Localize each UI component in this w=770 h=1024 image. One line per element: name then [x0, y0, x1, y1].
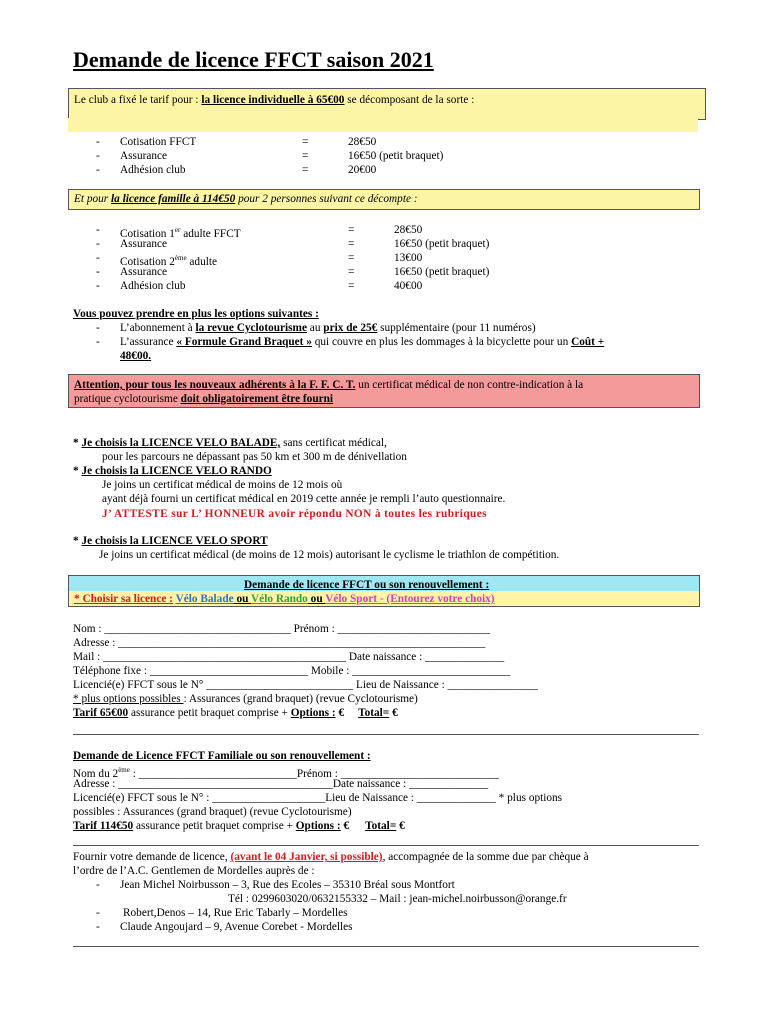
divider — [73, 734, 699, 735]
footer-line1: Fournir votre demande de licence, (avant le 04 Janvier, si possible), accompagnée de la somme due par chèque à — [73, 851, 589, 863]
field-telephone[interactable]: Téléphone fixe : ____________________________ Mobile : ____________________________ — [73, 665, 511, 677]
choix-rando: * Je choisis la LICENCE VELO RANDO — [73, 465, 272, 477]
contact-denos: Robert,Denos – 14, Rue Eric Tabarly – Mordelles — [123, 907, 348, 919]
options-possibles: * plus options possibles : Assurances (grand braquet) (revue Cyclotourisme) — [73, 693, 418, 705]
list-item-value: 16€50 (petit braquet) — [348, 150, 444, 162]
choix-rando-desc2: ayant déjà fourni un certificat médical en 2019 cette année je rempli l’auto questionnaire. — [102, 493, 506, 505]
page-title: Demande de licence FFCT saison 2021 — [73, 47, 434, 72]
tarif-individuel-total: Tarif 65€00 assurance petit braquet comprise + Options : € Total= € — [73, 707, 398, 719]
choix-sport-desc: Je joins un certificat médical (de moins de 12 mois) autorisant le cyclisme le triathlon de compétition. — [99, 549, 560, 561]
choose-label: * Choisir sa licence : — [74, 593, 173, 605]
field-licence-numero[interactable]: Licencié(e) FFCT sous le N° __________________________ Lieu de Naissance : ________________ — [73, 679, 538, 691]
option-grand-braquet: L’assurance « Formule Grand Braquet » qui couvre en plus les dommages à la bicyclette pour un Coût + — [120, 336, 605, 348]
field-nom-prenom[interactable]: Nom : _________________________________ Prénom : ___________________________ — [73, 623, 491, 635]
footer-line2: l’ordre de l’A.C. Gentlemen de Mordelles auprès de : — [73, 865, 315, 877]
divider — [73, 946, 699, 947]
tarif-famille-text: Et pour la licence famille à 114€50 pour 2 personnes suivant ce décompte : — [74, 193, 418, 205]
list-item-label: Cotisation FFCT — [120, 136, 197, 148]
attention-line1: Attention, pour tous les nouveaux adhérents à la F. F. C. T. un certificat médical de non contre-indication à la — [74, 379, 584, 391]
licence-choice: * Choisir sa licence : Vélo Balade ou Vélo Rando ou Vélo Sport - (Entourez votre choix) — [74, 593, 495, 605]
list-item-value: 16€50 (petit braquet) — [394, 266, 490, 278]
field-nom-2eme[interactable]: Nom du 2ème : ____________________________Prénom : ____________________________ — [73, 766, 499, 780]
contact-noirbusson: Jean Michel Noirbusson – 3, Rue des Ecoles – 35310 Bréal sous Montfort — [120, 879, 455, 891]
list-item-label: Assurance — [120, 266, 168, 278]
tarif-famille-highlight: la licence famille à 114€50 — [111, 193, 236, 205]
choix-balade-desc: pour les parcours ne dépassant pas 50 km et 300 m de dénivellation — [102, 451, 407, 463]
tarif-individuel-highlight: la licence individuelle à 65€00 — [201, 94, 345, 106]
divider — [73, 845, 699, 846]
list-item-label: Adhésion club — [120, 164, 186, 176]
tarif-individuel-text: Le club a fixé le tarif pour : la licence individuelle à 65€00 se décomposant de la sorte : — [74, 94, 475, 106]
list-item-label: Cotisation 1er adulte FFCT — [120, 226, 241, 240]
list-item-value: 13€00 — [394, 252, 423, 264]
list-item-value: 16€50 (petit braquet) — [394, 238, 490, 250]
list-item-value: 20€00 — [348, 164, 377, 176]
contact-noirbusson-tel-mail: Tél : 0299603020/0632155332 – Mail : jean-michel.noirbusson@orange.fr — [228, 893, 567, 905]
option-revue: L’abonnement à la revue Cyclotourisme au prix de 25€ supplémentaire (pour 11 numéros) — [120, 322, 536, 334]
list-item-label: Adhésion club — [120, 280, 186, 292]
list-item-label: Cotisation 2ème adulte — [120, 254, 218, 268]
choix-balade: * Je choisis la LICENCE VELO BALADE, sans certificat médical, — [73, 437, 387, 449]
choix-rando-desc1: Je joins un certificat médical de moins de 12 mois où — [102, 479, 343, 491]
list-item-value: 28€50 — [394, 224, 423, 236]
form-famille-title: Demande de Licence FFCT Familiale ou son renouvellement : — [73, 750, 371, 762]
list-item-label: Assurance — [120, 150, 168, 162]
option-velo-rando[interactable]: Vélo Rando — [251, 593, 308, 605]
options-heading: Vous pouvez prendre en plus les options suivantes : — [73, 308, 319, 320]
option-velo-sport[interactable]: Vélo Sport — [325, 593, 378, 605]
options-famille: possibles : Assurances (grand braquet) (revue Cyclotourisme) — [73, 806, 352, 818]
field-mail-naissance[interactable]: Mail : ___________________________________________ Date naissance : ______________ — [73, 651, 505, 663]
list-item-value: 40€00 — [394, 280, 423, 292]
tarif-individuel-box-tail — [68, 118, 698, 132]
choix-sport: * Je choisis la LICENCE VELO SPORT — [73, 535, 268, 547]
choix-rando-attestation: J’ ATTESTE sur L’ HONNEUR avoir répondu NON à toutes les rubriques — [102, 508, 487, 520]
option-velo-balade[interactable]: Vélo Balade — [175, 593, 234, 605]
list-item-label: Assurance — [120, 238, 168, 250]
list-item-value: 28€50 — [348, 136, 377, 148]
option-grand-braquet-cost: 48€00. — [120, 350, 152, 362]
field-licence-famille[interactable]: Licencié(e) FFCT sous le N° : ____________________Lieu de Naissance : ______________ * plus options — [73, 792, 563, 804]
field-adresse[interactable]: Adresse : _________________________________________________________________ — [73, 637, 486, 649]
form-header-title: Demande de licence FFCT ou son renouvellement : — [244, 579, 490, 591]
attention-line2: pratique cyclotourisme doit obligatoirement être fourni — [74, 393, 334, 405]
field-adresse-famille[interactable]: Adresse : ______________________________________Date naissance : ______________ — [73, 778, 489, 790]
contact-angoujard: Claude Angoujard – 9, Avenue Corebet - Mordelles — [120, 921, 353, 933]
tarif-famille-total: Tarif 114€50 assurance petit braquet comprise + Options : € Total= € — [73, 820, 405, 832]
